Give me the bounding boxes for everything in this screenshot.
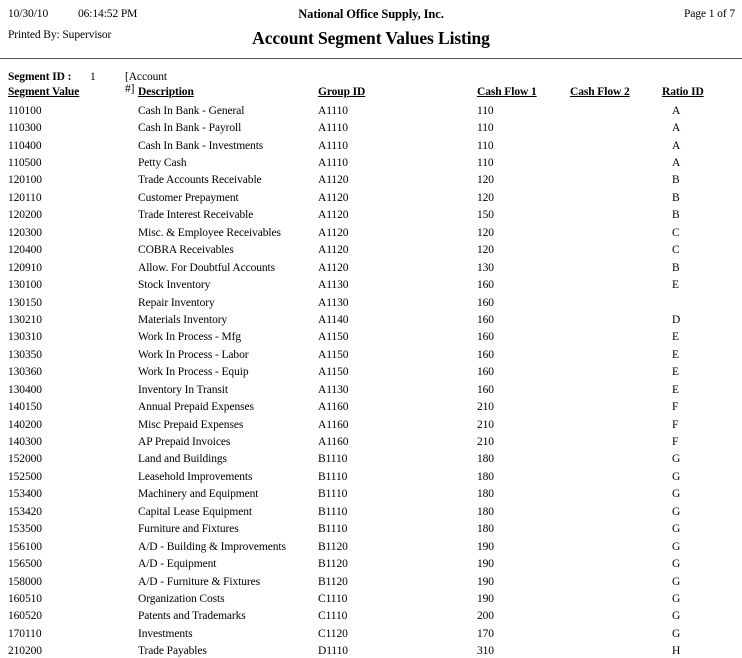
cell-cash-flow-1: 110 <box>477 139 494 152</box>
cell-ratio-id: A <box>672 157 681 170</box>
cell-group-id: A1120 <box>318 191 349 204</box>
cell-segment-value: 160510 <box>8 592 42 605</box>
cell-ratio-id: E <box>672 366 679 379</box>
cell-segment-value: 153400 <box>8 488 42 501</box>
cell-description: Patents and Trademarks <box>138 610 246 623</box>
cell-group-id: B1110 <box>318 488 348 501</box>
col-header-segment-value: Segment Value <box>8 86 80 98</box>
table-row <box>0 242 742 259</box>
cell-segment-value: 140300 <box>8 436 42 449</box>
cell-description: Repair Inventory <box>138 296 215 309</box>
table-header-row <box>0 86 742 98</box>
cell-segment-value: 110100 <box>8 104 42 117</box>
cell-segment-value: 158000 <box>8 575 42 588</box>
company-name: National Office Supply, Inc. <box>298 7 444 21</box>
cell-cash-flow-1: 180 <box>477 523 494 536</box>
table-row <box>0 625 742 642</box>
cell-ratio-id: G <box>672 610 681 623</box>
col-header-cash-flow-1: Cash Flow 1 <box>477 86 537 98</box>
cell-description: Capital Lease Equipment <box>138 505 252 518</box>
cell-cash-flow-1: 160 <box>477 383 494 396</box>
cell-cash-flow-1: 120 <box>477 226 494 239</box>
cell-ratio-id: A <box>672 122 681 135</box>
table-row <box>0 398 742 415</box>
cell-cash-flow-1: 160 <box>477 331 494 344</box>
cell-cash-flow-1: 110 <box>477 122 494 135</box>
cell-ratio-id: E <box>672 331 679 344</box>
cell-description: Leasehold Improvements <box>138 470 253 483</box>
cell-segment-value: 120400 <box>8 244 42 257</box>
cell-group-id: A1120 <box>318 209 349 222</box>
cell-ratio-id: B <box>672 174 680 187</box>
table-row <box>0 172 742 189</box>
table-row <box>0 416 742 433</box>
cell-cash-flow-1: 210 <box>477 418 494 431</box>
cell-segment-value: 153500 <box>8 523 42 536</box>
cell-description: A/D - Furniture & Fixtures <box>138 575 260 588</box>
cell-group-id: A1120 <box>318 261 349 274</box>
cell-ratio-id: G <box>672 505 681 518</box>
cell-segment-value: 152000 <box>8 453 42 466</box>
cell-ratio-id: H <box>672 645 681 658</box>
cell-ratio-id: F <box>672 401 679 414</box>
cell-ratio-id: C <box>672 244 680 257</box>
table-row <box>0 329 742 346</box>
table-row <box>0 364 742 381</box>
cell-cash-flow-1: 160 <box>477 279 494 292</box>
cell-ratio-id: F <box>672 436 679 449</box>
cell-description: A/D - Equipment <box>138 558 217 571</box>
cell-cash-flow-1: 200 <box>477 610 494 623</box>
cell-cash-flow-1: 180 <box>477 453 494 466</box>
cell-group-id: A1160 <box>318 418 349 431</box>
cell-group-id: A1130 <box>318 279 349 292</box>
cell-segment-value: 130210 <box>8 313 42 326</box>
table-row <box>0 276 742 293</box>
cell-segment-value: 170110 <box>8 627 42 640</box>
cell-segment-value: 130100 <box>8 279 42 292</box>
cell-ratio-id: E <box>672 348 679 361</box>
cell-ratio-id: F <box>672 418 679 431</box>
table-row <box>0 538 742 555</box>
cell-ratio-id: B <box>672 191 680 204</box>
cell-description: Cash In Bank - Investments <box>138 139 264 152</box>
cell-description: Work In Process - Equip <box>138 366 249 379</box>
table-row <box>0 573 742 590</box>
table-row <box>0 294 742 311</box>
col-header-group-id: Group ID <box>318 86 366 98</box>
cell-cash-flow-1: 180 <box>477 470 494 483</box>
cell-ratio-id: E <box>672 383 679 396</box>
cell-segment-value: 120910 <box>8 261 42 274</box>
cell-description: Customer Prepayment <box>138 191 239 204</box>
table-row <box>0 486 742 503</box>
cell-segment-value: 130150 <box>8 296 42 309</box>
cell-description: Misc Prepaid Expenses <box>138 418 244 431</box>
cell-description: Machinery and Equipment <box>138 488 259 501</box>
cell-segment-value: 153420 <box>8 505 42 518</box>
cell-group-id: C1120 <box>318 627 348 640</box>
col-header-description: Description <box>138 86 194 98</box>
table-row <box>0 433 742 450</box>
cell-segment-value: 130400 <box>8 383 42 396</box>
segment-id-value: 1 <box>90 71 96 83</box>
cell-ratio-id: B <box>672 261 680 274</box>
cell-cash-flow-1: 190 <box>477 540 494 553</box>
table-body <box>0 102 742 658</box>
cell-segment-value: 130360 <box>8 366 42 379</box>
cell-description: Organization Costs <box>138 592 225 605</box>
cell-ratio-id: G <box>672 627 681 640</box>
cell-ratio-id: B <box>672 209 680 222</box>
table-row <box>0 590 742 607</box>
cell-group-id: A1150 <box>318 331 349 344</box>
cell-group-id: A1120 <box>318 174 349 187</box>
cell-group-id: D1110 <box>318 645 348 658</box>
cell-group-id: A1120 <box>318 244 349 257</box>
segment-id-name: [Account #] <box>125 71 167 95</box>
cell-segment-value: 120300 <box>8 226 42 239</box>
cell-cash-flow-1: 190 <box>477 575 494 588</box>
cell-group-id: B1110 <box>318 453 348 466</box>
table-row <box>0 224 742 241</box>
cell-ratio-id: G <box>672 592 681 605</box>
cell-cash-flow-1: 160 <box>477 313 494 326</box>
table-row <box>0 555 742 572</box>
report-title: Account Segment Values Listing <box>252 28 490 48</box>
cell-description: Annual Prepaid Expenses <box>138 401 254 414</box>
cell-description: Petty Cash <box>138 157 187 170</box>
cell-segment-value: 130350 <box>8 348 42 361</box>
cell-ratio-id: G <box>672 523 681 536</box>
cell-description: Trade Payables <box>138 645 207 658</box>
cell-cash-flow-1: 310 <box>477 645 494 658</box>
table-row <box>0 381 742 398</box>
table-row <box>0 451 742 468</box>
cell-ratio-id: G <box>672 488 681 501</box>
report-date: 10/30/10 <box>8 8 49 20</box>
table-row <box>0 503 742 520</box>
cell-cash-flow-1: 110 <box>477 157 494 170</box>
cell-description: Furniture and Fixtures <box>138 523 239 536</box>
cell-segment-value: 156100 <box>8 540 42 553</box>
cell-segment-value: 130310 <box>8 331 42 344</box>
table-row <box>0 137 742 154</box>
table-row <box>0 311 742 328</box>
cell-group-id: A1110 <box>318 104 348 117</box>
header-divider <box>0 58 742 59</box>
cell-ratio-id: A <box>672 139 681 152</box>
cell-group-id: A1150 <box>318 366 349 379</box>
table-row <box>0 468 742 485</box>
cell-cash-flow-1: 160 <box>477 366 494 379</box>
cell-description: Cash In Bank - Payroll <box>138 122 242 135</box>
cell-group-id: A1150 <box>318 348 349 361</box>
cell-segment-value: 120200 <box>8 209 42 222</box>
cell-group-id: A1110 <box>318 139 348 152</box>
cell-segment-value: 110500 <box>8 157 42 170</box>
cell-group-id: A1130 <box>318 296 349 309</box>
table-row <box>0 207 742 224</box>
table-row <box>0 521 742 538</box>
table-row <box>0 154 742 171</box>
cell-description: Trade Accounts Receivable <box>138 174 262 187</box>
cell-ratio-id: E <box>672 279 679 292</box>
cell-cash-flow-1: 160 <box>477 348 494 361</box>
segment-id-label: Segment ID : <box>8 71 72 83</box>
cell-segment-value: 120100 <box>8 174 42 187</box>
cell-segment-value: 110300 <box>8 122 42 135</box>
cell-group-id: B1110 <box>318 505 348 518</box>
cell-ratio-id: C <box>672 226 680 239</box>
cell-cash-flow-1: 110 <box>477 104 494 117</box>
table-row <box>0 608 742 625</box>
cell-cash-flow-1: 130 <box>477 261 494 274</box>
table-row <box>0 189 742 206</box>
report-time: 06:14:52 PM <box>78 8 138 20</box>
cell-cash-flow-1: 190 <box>477 592 494 605</box>
table-row <box>0 346 742 363</box>
cell-cash-flow-1: 160 <box>477 296 494 309</box>
cell-segment-value: 140150 <box>8 401 42 414</box>
cell-ratio-id: G <box>672 575 681 588</box>
cell-cash-flow-1: 120 <box>477 174 494 187</box>
table-row <box>0 643 742 658</box>
cell-ratio-id: G <box>672 470 681 483</box>
cell-group-id: B1110 <box>318 523 348 536</box>
cell-description: Inventory In Transit <box>138 383 229 396</box>
cell-segment-value: 160520 <box>8 610 42 623</box>
cell-cash-flow-1: 170 <box>477 627 494 640</box>
cell-description: Land and Buildings <box>138 453 227 466</box>
cell-description: Cash In Bank - General <box>138 104 245 117</box>
cell-group-id: C1110 <box>318 592 348 605</box>
cell-description: Investments <box>138 627 193 640</box>
cell-description: Misc. & Employee Receivables <box>138 226 281 239</box>
cell-ratio-id: A <box>672 104 681 117</box>
cell-ratio-id: G <box>672 558 681 571</box>
table-row <box>0 119 742 136</box>
cell-segment-value: 120110 <box>8 191 42 204</box>
cell-group-id: A1140 <box>318 313 349 326</box>
cell-ratio-id: G <box>672 540 681 553</box>
cell-description: Materials Inventory <box>138 313 228 326</box>
page-number: Page 1 of 7 <box>684 8 735 20</box>
cell-description: COBRA Receivables <box>138 244 234 257</box>
col-header-ratio-id: Ratio ID <box>662 86 704 98</box>
cell-description: Work In Process - Labor <box>138 348 249 361</box>
cell-group-id: B1120 <box>318 558 348 571</box>
cell-cash-flow-1: 120 <box>477 191 494 204</box>
cell-description: Trade Interest Receivable <box>138 209 254 222</box>
cell-cash-flow-1: 180 <box>477 488 494 501</box>
cell-group-id: A1110 <box>318 157 348 170</box>
cell-description: Work In Process - Mfg <box>138 331 242 344</box>
cell-description: A/D - Building & Improvements <box>138 540 286 553</box>
cell-group-id: A1160 <box>318 436 349 449</box>
cell-cash-flow-1: 150 <box>477 209 494 222</box>
cell-group-id: A1110 <box>318 122 348 135</box>
cell-segment-value: 152500 <box>8 470 42 483</box>
table-row <box>0 259 742 276</box>
cell-cash-flow-1: 190 <box>477 558 494 571</box>
cell-segment-value: 140200 <box>8 418 42 431</box>
cell-segment-value: 210200 <box>8 645 42 658</box>
cell-group-id: A1120 <box>318 226 349 239</box>
cell-description: Stock Inventory <box>138 279 211 292</box>
cell-cash-flow-1: 210 <box>477 436 494 449</box>
cell-segment-value: 110400 <box>8 139 42 152</box>
table-row <box>0 102 742 119</box>
cell-ratio-id: D <box>672 313 681 326</box>
printed-by: Printed By: Supervisor <box>8 29 112 41</box>
cell-group-id: B1110 <box>318 470 348 483</box>
cell-ratio-id: G <box>672 453 681 466</box>
cell-cash-flow-1: 210 <box>477 401 494 414</box>
cell-group-id: C1110 <box>318 610 348 623</box>
col-header-cash-flow-2: Cash Flow 2 <box>570 86 630 98</box>
cell-segment-value: 156500 <box>8 558 42 571</box>
cell-group-id: B1120 <box>318 575 348 588</box>
cell-description: AP Prepaid Invoices <box>138 436 231 449</box>
cell-group-id: B1120 <box>318 540 348 553</box>
cell-group-id: A1130 <box>318 383 349 396</box>
cell-group-id: A1160 <box>318 401 349 414</box>
cell-description: Allow. For Doubtful Accounts <box>138 261 276 274</box>
cell-cash-flow-1: 180 <box>477 505 494 518</box>
cell-cash-flow-1: 120 <box>477 244 494 257</box>
